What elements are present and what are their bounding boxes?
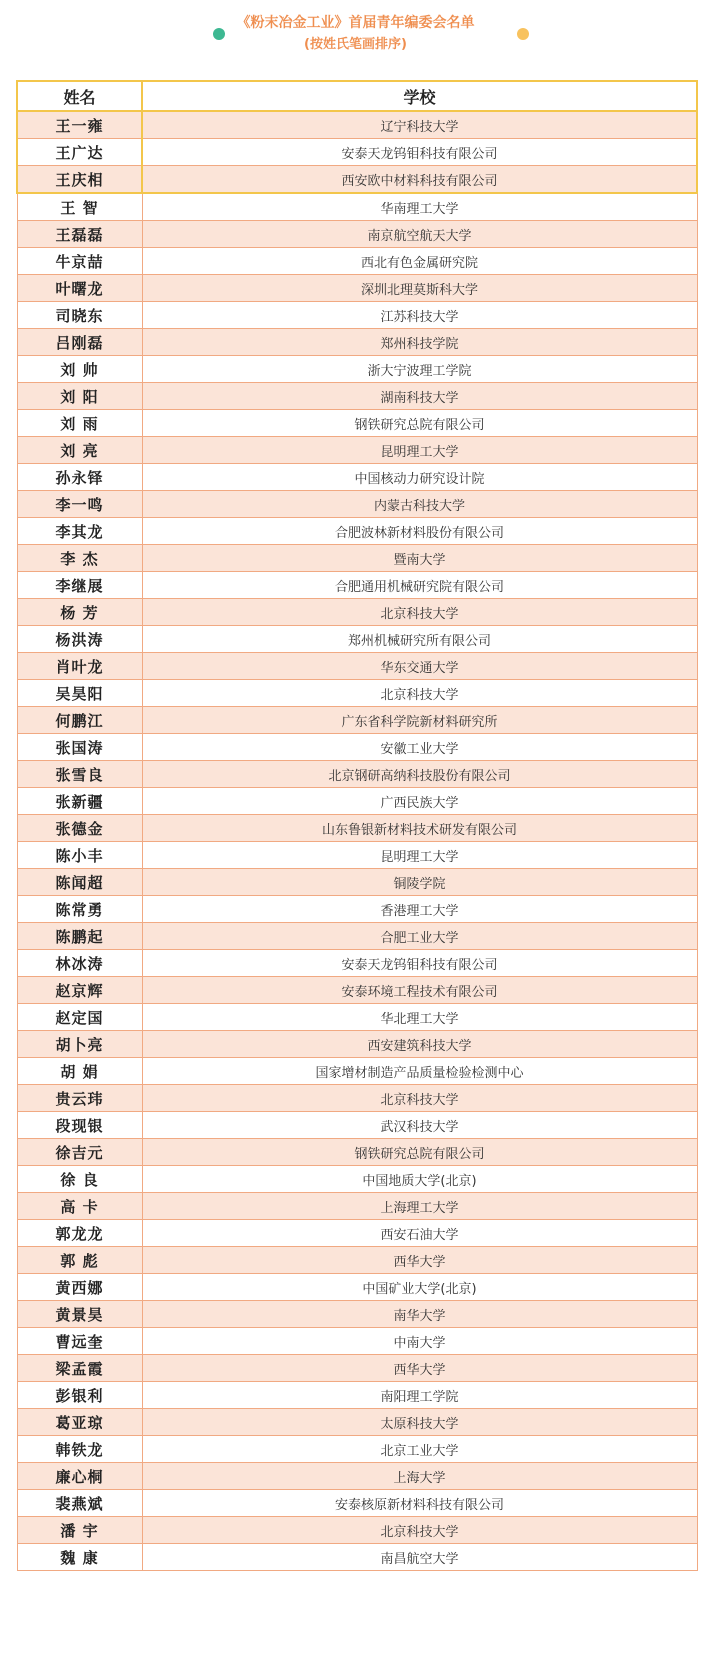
- table-row: [17, 1058, 697, 1085]
- member-name: 张新疆: [17, 788, 142, 815]
- member-school: 北京科技大学: [142, 599, 697, 626]
- member-school: 内蒙古科技大学: [142, 491, 697, 518]
- table-row: [17, 734, 697, 761]
- member-school: 合肥通用机械研究院有限公司: [142, 572, 697, 599]
- member-school: 中国地质大学(北京): [142, 1166, 697, 1193]
- member-name: 张国涛: [17, 734, 142, 761]
- column-header-name: 姓名: [17, 81, 142, 111]
- member-school: 中国核动力研究设计院: [142, 464, 697, 491]
- table-row: [17, 1328, 697, 1355]
- member-name: 潘 宇: [17, 1517, 142, 1544]
- table-row: [17, 653, 697, 680]
- yellow-dot-icon: [517, 28, 529, 40]
- member-name: 高 卡: [17, 1193, 142, 1220]
- member-school: 辽宁科技大学: [142, 111, 697, 139]
- table-row: [17, 869, 697, 896]
- member-school: 广西民族大学: [142, 788, 697, 815]
- table-row: [17, 518, 697, 545]
- table-row: [17, 707, 697, 734]
- member-name: 林冰涛: [17, 950, 142, 977]
- member-name: 徐吉元: [17, 1139, 142, 1166]
- table-row: [17, 761, 697, 788]
- table-row: [17, 356, 697, 383]
- member-name: 李一鸣: [17, 491, 142, 518]
- member-school: 江苏科技大学: [142, 302, 697, 329]
- member-school: 南昌航空大学: [142, 1544, 697, 1571]
- table-row: [17, 139, 697, 166]
- table-row: [17, 275, 697, 302]
- member-school: 北京钢研高纳科技股份有限公司: [142, 761, 697, 788]
- member-name: 王一雍: [17, 111, 142, 139]
- member-name: 黄西娜: [17, 1274, 142, 1301]
- member-name: 韩铁龙: [17, 1436, 142, 1463]
- table-row: [17, 1382, 697, 1409]
- table-row: [17, 923, 697, 950]
- member-school: 郑州机械研究所有限公司: [142, 626, 697, 653]
- table-row: [17, 1436, 697, 1463]
- member-name: 梁孟霞: [17, 1355, 142, 1382]
- member-school: 深圳北理莫斯科大学: [142, 275, 697, 302]
- member-name: 李其龙: [17, 518, 142, 545]
- member-school: 昆明理工大学: [142, 842, 697, 869]
- member-school: 华北理工大学: [142, 1004, 697, 1031]
- table-row: [17, 329, 697, 356]
- page-subtitle: (按姓氏笔画排序): [304, 37, 407, 52]
- member-school: 太原科技大学: [142, 1409, 697, 1436]
- member-name: 段现银: [17, 1112, 142, 1139]
- member-name: 何鹏江: [17, 707, 142, 734]
- member-name: 牛京喆: [17, 248, 142, 275]
- table-row: [17, 383, 697, 410]
- member-name: 贵云玮: [17, 1085, 142, 1112]
- member-name: 曹远奎: [17, 1328, 142, 1355]
- table-row: [17, 1301, 697, 1328]
- member-name: 刘 阳: [17, 383, 142, 410]
- table-row: [17, 410, 697, 437]
- member-name: 陈闻超: [17, 869, 142, 896]
- page-header: [0, 0, 711, 70]
- member-school: 山东鲁银新材料技术研发有限公司: [142, 815, 697, 842]
- member-name: 王庆相: [17, 166, 142, 194]
- member-name: 王广达: [17, 139, 142, 166]
- member-name: 李 杰: [17, 545, 142, 572]
- table-row: [17, 1085, 697, 1112]
- table-row: [17, 842, 697, 869]
- member-name: 黄景昊: [17, 1301, 142, 1328]
- table-row: [17, 193, 697, 221]
- table-row: [17, 545, 697, 572]
- member-name: 刘 亮: [17, 437, 142, 464]
- table-row: [17, 977, 697, 1004]
- column-header-school: 学校: [142, 81, 697, 111]
- member-school: 南华大学: [142, 1301, 697, 1328]
- member-school: 合肥波林新材料股份有限公司: [142, 518, 697, 545]
- table-row: [17, 1166, 697, 1193]
- member-name: 刘 雨: [17, 410, 142, 437]
- member-name: 张德金: [17, 815, 142, 842]
- table-row: [17, 1139, 697, 1166]
- member-name: 葛亚琼: [17, 1409, 142, 1436]
- member-name: 赵定国: [17, 1004, 142, 1031]
- member-name: 孙永铎: [17, 464, 142, 491]
- member-name: 裴燕斌: [17, 1490, 142, 1517]
- table-row: [17, 1112, 697, 1139]
- member-name: 廉心桐: [17, 1463, 142, 1490]
- member-name: 郭龙龙: [17, 1220, 142, 1247]
- member-school: 铜陵学院: [142, 869, 697, 896]
- table-row: [17, 248, 697, 275]
- table-row: [17, 599, 697, 626]
- member-school: 钢铁研究总院有限公司: [142, 1139, 697, 1166]
- table-row: [17, 788, 697, 815]
- member-school: 西安欧中材料科技有限公司: [142, 166, 697, 194]
- member-name: 王磊磊: [17, 221, 142, 248]
- member-school: 暨南大学: [142, 545, 697, 572]
- member-school: 上海理工大学: [142, 1193, 697, 1220]
- member-name: 陈鹏起: [17, 923, 142, 950]
- table-row: [17, 302, 697, 329]
- member-name: 胡 娟: [17, 1058, 142, 1085]
- member-school: 上海大学: [142, 1463, 697, 1490]
- member-name: 彭银利: [17, 1382, 142, 1409]
- table-row: [17, 572, 697, 599]
- member-school: 华东交通大学: [142, 653, 697, 680]
- member-name: 刘 帅: [17, 356, 142, 383]
- member-school: 西安石油大学: [142, 1220, 697, 1247]
- member-school: 西华大学: [142, 1355, 697, 1382]
- member-name: 郭 彪: [17, 1247, 142, 1274]
- table-row: [17, 491, 697, 518]
- member-school: 西北有色金属研究院: [142, 248, 697, 275]
- table-row: [17, 815, 697, 842]
- member-school: 北京科技大学: [142, 680, 697, 707]
- member-school: 安泰天龙钨钼科技有限公司: [142, 950, 697, 977]
- member-name: 肖叶龙: [17, 653, 142, 680]
- member-name: 吕刚磊: [17, 329, 142, 356]
- table-row: [17, 111, 697, 139]
- member-school: 昆明理工大学: [142, 437, 697, 464]
- member-name: 吴昊阳: [17, 680, 142, 707]
- table-row: [17, 1247, 697, 1274]
- member-school: 合肥工业大学: [142, 923, 697, 950]
- member-school: 钢铁研究总院有限公司: [142, 410, 697, 437]
- member-school: 广东省科学院新材料研究所: [142, 707, 697, 734]
- table-header-row: [17, 81, 697, 111]
- table-row: [17, 1274, 697, 1301]
- member-school: 国家增材制造产品质量检验检测中心: [142, 1058, 697, 1085]
- table-row: [17, 437, 697, 464]
- member-school: 安泰环境工程技术有限公司: [142, 977, 697, 1004]
- table-row: [17, 166, 697, 194]
- table-row: [17, 1004, 697, 1031]
- table-row: [17, 1490, 697, 1517]
- member-name: 徐 良: [17, 1166, 142, 1193]
- member-school: 北京科技大学: [142, 1085, 697, 1112]
- member-name: 张雪良: [17, 761, 142, 788]
- table-row: [17, 1517, 697, 1544]
- member-school: 香港理工大学: [142, 896, 697, 923]
- member-name: 胡卜亮: [17, 1031, 142, 1058]
- member-school: 北京工业大学: [142, 1436, 697, 1463]
- member-school: 西华大学: [142, 1247, 697, 1274]
- member-school: 浙大宁波理工学院: [142, 356, 697, 383]
- member-name: 叶曙龙: [17, 275, 142, 302]
- member-school: 安徽工业大学: [142, 734, 697, 761]
- page-title: 《粉末冶金工业》首届青年编委会名单: [236, 15, 475, 31]
- member-school: 武汉科技大学: [142, 1112, 697, 1139]
- table-row: [17, 1220, 697, 1247]
- member-school: 中国矿业大学(北京): [142, 1274, 697, 1301]
- member-school: 华南理工大学: [142, 193, 697, 221]
- table-row: [17, 464, 697, 491]
- member-name: 赵京辉: [17, 977, 142, 1004]
- member-name: 李继展: [17, 572, 142, 599]
- editorial-board-table: [16, 80, 698, 1571]
- table-body: [17, 111, 697, 1571]
- table-row: [17, 1355, 697, 1382]
- table-row: [17, 1544, 697, 1571]
- table-row: [17, 1193, 697, 1220]
- member-school: 西安建筑科技大学: [142, 1031, 697, 1058]
- member-name: 司晓东: [17, 302, 142, 329]
- member-school: 南京航空航天大学: [142, 221, 697, 248]
- member-school: 安泰核原新材料科技有限公司: [142, 1490, 697, 1517]
- table-row: [17, 680, 697, 707]
- member-school: 南阳理工学院: [142, 1382, 697, 1409]
- member-name: 陈小丰: [17, 842, 142, 869]
- table-row: [17, 626, 697, 653]
- table-row: [17, 896, 697, 923]
- member-name: 魏 康: [17, 1544, 142, 1571]
- table-row: [17, 1463, 697, 1490]
- member-school: 中南大学: [142, 1328, 697, 1355]
- member-name: 王 智: [17, 193, 142, 221]
- member-name: 杨洪涛: [17, 626, 142, 653]
- member-school: 安泰天龙钨钼科技有限公司: [142, 139, 697, 166]
- table-row: [17, 950, 697, 977]
- member-name: 杨 芳: [17, 599, 142, 626]
- member-school: 北京科技大学: [142, 1517, 697, 1544]
- member-name: 陈常勇: [17, 896, 142, 923]
- table-row: [17, 1409, 697, 1436]
- table-row: [17, 1031, 697, 1058]
- member-school: 湖南科技大学: [142, 383, 697, 410]
- table-row: [17, 221, 697, 248]
- member-school: 郑州科技学院: [142, 329, 697, 356]
